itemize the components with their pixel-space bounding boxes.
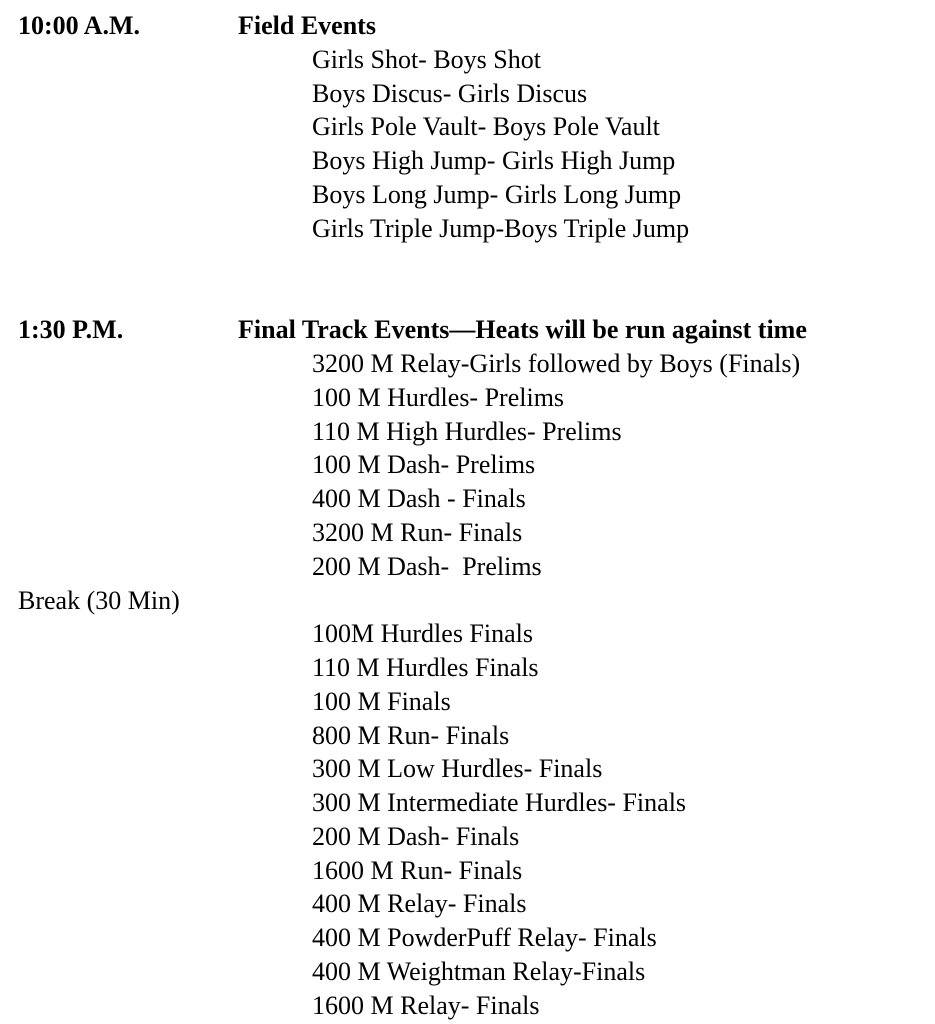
break-event: 800 M Run- Finals — [312, 721, 510, 750]
session-1-time: 10:00 A.M. — [18, 11, 141, 40]
break-event: 400 M PowderPuff Relay- Finals — [312, 923, 657, 952]
break-event: 100M Hurdles Finals — [312, 619, 533, 648]
session-1-event: Girls Pole Vault- Boys Pole Vault — [312, 112, 660, 141]
break-event: 300 M Low Hurdles- Finals — [312, 754, 603, 783]
break-event: 1600 M Relay- Finals — [312, 991, 540, 1020]
session-2-event: 100 M Dash- Prelims — [312, 450, 536, 479]
break-event: 400 M Relay- Finals — [312, 889, 527, 918]
break-event: 110 M Hurdles Finals — [312, 653, 539, 682]
session-1-event: Girls Triple Jump-Boys Triple Jump — [312, 214, 690, 243]
break-event: 400 M Weightman Relay-Finals — [312, 957, 646, 986]
break-event: 300 M Intermediate Hurdles- Finals — [312, 788, 687, 817]
break-label: Break (30 Min) — [18, 586, 180, 615]
session-2-event: 100 M Hurdles- Prelims — [312, 383, 565, 412]
session-2-event: 400 M Dash - Finals — [312, 484, 526, 513]
session-2-time: 1:30 P.M. — [18, 315, 124, 344]
session-1-event: Girls Shot- Boys Shot — [312, 45, 541, 74]
session-1-event: Boys High Jump- Girls High Jump — [312, 146, 676, 175]
session-1-heading: Field Events — [238, 11, 376, 40]
break-event: 1600 M Run- Finals — [312, 856, 523, 885]
session-1-event: Boys Discus- Girls Discus — [312, 79, 588, 108]
session-1-event: Boys Long Jump- Girls Long Jump — [312, 180, 682, 209]
session-2-event: 3200 M Relay-Girls followed by Boys (Finals) — [312, 349, 801, 378]
session-2-event: 110 M High Hurdles- Prelims — [312, 417, 622, 446]
break-event: 100 M Finals — [312, 687, 451, 716]
session-2-heading: Final Track Events—Heats will be run against time — [238, 315, 807, 344]
session-2-event: 200 M Dash- Prelims — [312, 552, 542, 581]
session-2-event: 3200 M Run- Finals — [312, 518, 523, 547]
break-event: 200 M Dash- Finals — [312, 822, 520, 851]
